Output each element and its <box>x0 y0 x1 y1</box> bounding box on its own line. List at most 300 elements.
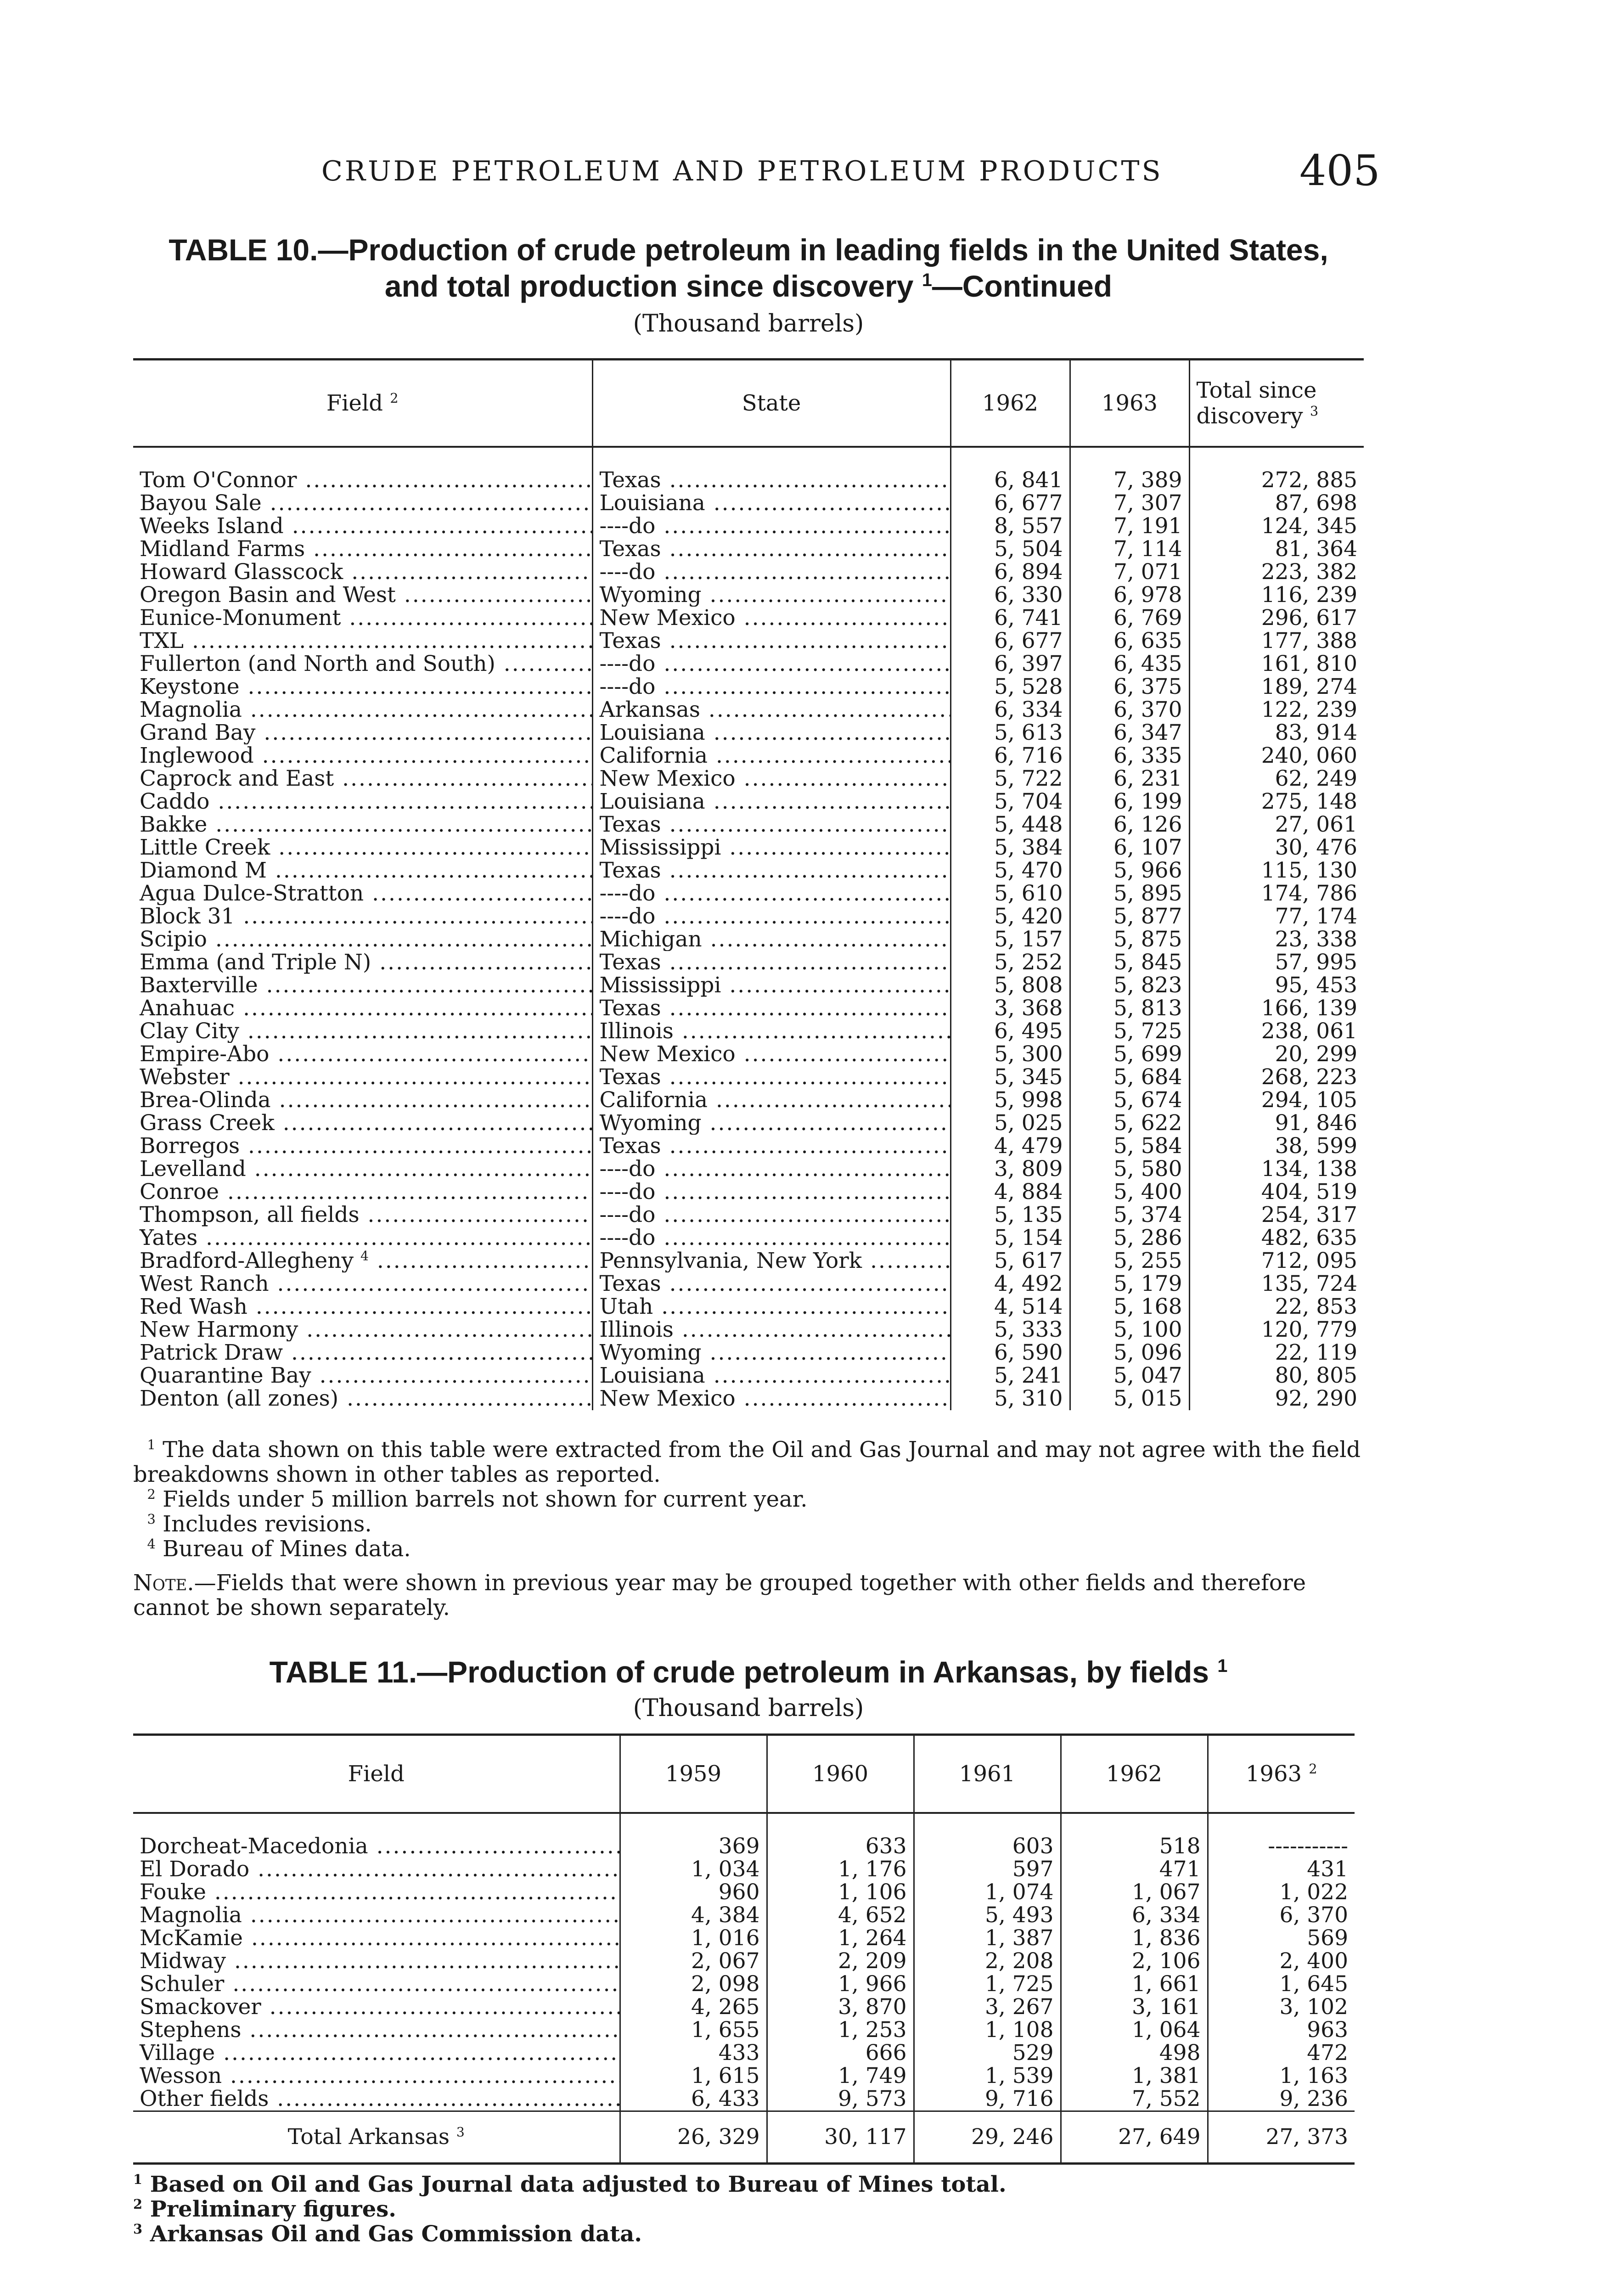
field-name: Thompson, all fields ..... <box>133 1204 592 1227</box>
value-1963: 5, 845 <box>1070 951 1189 974</box>
field-name: Conroe ..... <box>133 1181 592 1204</box>
table10-unit: (Thousand barrels) <box>633 310 864 338</box>
table11-header-row <box>133 1735 1355 1813</box>
field-name: Fullerton (and North and South) ..... <box>133 653 592 675</box>
table10 <box>133 358 1364 1410</box>
table11 <box>133 1733 1355 2165</box>
value-1961: 9, 716 <box>914 2088 1061 2111</box>
value-1962: 5, 300 <box>950 1043 1070 1066</box>
value-total: 294, 105 <box>1261 1088 1357 1112</box>
value-1963: 1, 022 <box>1279 1880 1348 1904</box>
state-name: New Mexico ..... <box>592 767 950 790</box>
table11-header-1963: 1963 $^2$ <box>1208 1735 1355 1813</box>
total-1959: 26, 329 <box>620 2111 767 2163</box>
state-name: Arkansas ..... <box>592 698 950 721</box>
state-name: California ..... <box>592 1089 950 1112</box>
state-name: California ..... <box>592 744 950 767</box>
value-total: 80, 805 <box>1275 1364 1357 1387</box>
table11-title: TABLE 11.—Production of crude petroleum in Arkansas, by fields $^1$ <box>269 1655 1228 1689</box>
state-name: Michigan ..... <box>592 928 950 951</box>
footnote: $^3$ Arkansas Oil and Gas Commission data. <box>133 2221 642 2247</box>
value-1963: 963 <box>1307 2018 1348 2042</box>
footnote: $^1$ Based on Oil and Gas Journal data adjusted to Bureau of Mines total. <box>133 2172 1007 2197</box>
footnote: $^2$ Preliminary figures. <box>133 2196 396 2222</box>
value-1963: 1, 645 <box>1279 1972 1348 1996</box>
field-name: Quarantine Bay ..... <box>133 1364 592 1387</box>
page-number: 405 <box>1299 146 1380 195</box>
value-1962: 6, 894 <box>950 561 1070 584</box>
value-1961: 1, 539 <box>914 2065 1061 2088</box>
footnote: $^3$ Includes revisions. <box>147 1511 372 1537</box>
value-1961: 529 <box>914 2042 1061 2065</box>
table10-header-1962: 1962 <box>950 360 1070 447</box>
table10-header-1963: 1963 <box>1070 360 1189 447</box>
value-1963: 5, 255 <box>1070 1249 1189 1272</box>
value-1963: 6, 375 <box>1070 675 1189 698</box>
value-total: 275, 148 <box>1261 790 1357 813</box>
value-1962: 5, 333 <box>950 1318 1070 1341</box>
value-1960: 1, 966 <box>767 1973 914 1996</box>
value-1960: 3, 870 <box>767 1996 914 2019</box>
value-1962: 5, 448 <box>950 813 1070 836</box>
value-1961: 1, 108 <box>914 2019 1061 2042</box>
value-total: 272, 885 <box>1261 467 1357 492</box>
field-name: Levelland ..... <box>133 1158 592 1181</box>
table10-row <box>133 1204 1364 1227</box>
state-name: Louisiana ..... <box>592 492 950 515</box>
value-1963: 6, 769 <box>1070 607 1189 630</box>
value-total: 116, 239 <box>1261 583 1357 607</box>
table10-row <box>133 1272 1364 1295</box>
value-1962: 4, 492 <box>950 1272 1070 1295</box>
state-name: Mississippi ..... <box>592 974 950 997</box>
field-name: Oregon Basin and West ..... <box>133 584 592 607</box>
table11-row <box>133 1927 1355 1950</box>
value-total: 91, 846 <box>1275 1111 1357 1135</box>
table10-row <box>133 1158 1364 1181</box>
value-1963: 431 <box>1307 1857 1348 1881</box>
value-1961: 1, 387 <box>914 1927 1061 1950</box>
field-name: Smackover ..... <box>133 1996 620 2019</box>
field-name: Agua Dulce-Stratton ..... <box>133 882 592 905</box>
value-1962: 6, 330 <box>950 584 1070 607</box>
state-name: Mississippi ..... <box>592 836 950 859</box>
value-1963: 6, 978 <box>1070 584 1189 607</box>
value-1962: 5, 470 <box>950 859 1070 882</box>
state-name: ----do ..... <box>592 675 950 698</box>
table10-row <box>133 538 1364 561</box>
value-total: 77, 174 <box>1275 905 1357 928</box>
state-name: Louisiana ..... <box>592 790 950 813</box>
value-total: 83, 914 <box>1275 721 1357 744</box>
field-name: West Ranch ..... <box>133 1272 592 1295</box>
value-1959: 1, 655 <box>620 2019 767 2042</box>
state-name: Louisiana ..... <box>592 1364 950 1387</box>
total-1961: 29, 246 <box>914 2111 1061 2163</box>
table10-row <box>133 1227 1364 1249</box>
value-1962: 6, 397 <box>950 653 1070 675</box>
table10-row <box>133 997 1364 1020</box>
table10-row <box>133 1249 1364 1272</box>
value-total: 22, 119 <box>1275 1341 1357 1364</box>
value-1962: 3, 161 <box>1061 1996 1208 2019</box>
value-1960: 666 <box>767 2042 914 2065</box>
field-name: Inglewood ..... <box>133 744 592 767</box>
value-1963: 5, 966 <box>1070 859 1189 882</box>
value-1962: 6, 495 <box>950 1020 1070 1043</box>
field-name: Wesson ..... <box>133 2065 620 2088</box>
value-1962: 2, 106 <box>1061 1950 1208 1973</box>
value-1962: 6, 716 <box>950 744 1070 767</box>
table10-row <box>133 951 1364 974</box>
field-name: Yates ..... <box>133 1227 592 1249</box>
value-1962: 5, 808 <box>950 974 1070 997</box>
state-name: New Mexico ..... <box>592 1387 950 1410</box>
value-total: 404, 519 <box>1261 1180 1357 1204</box>
state-name: New Mexico ..... <box>592 607 950 630</box>
value-1961: 2, 208 <box>914 1950 1061 1973</box>
value-1962: 5, 241 <box>950 1364 1070 1387</box>
state-name: ----do ..... <box>592 1204 950 1227</box>
value-1962: 5, 722 <box>950 767 1070 790</box>
value-1959: 2, 098 <box>620 1973 767 1996</box>
table10-row <box>133 721 1364 744</box>
value-1962: 6, 677 <box>950 630 1070 653</box>
field-name: Tom O'Connor ..... <box>133 447 592 492</box>
value-1963: 5, 877 <box>1070 905 1189 928</box>
field-name: Bradford-Allegheny $^4$ ..... <box>133 1249 592 1272</box>
value-1962: 4, 514 <box>950 1295 1070 1318</box>
table11-header-1959: 1959 <box>620 1735 767 1813</box>
table10-row <box>133 859 1364 882</box>
table10-title-line2: and total production since discovery $^1$—Continued <box>384 269 1113 304</box>
table11-header-1962: 1962 <box>1061 1735 1208 1813</box>
table10-row <box>133 698 1364 721</box>
value-1962: 4, 884 <box>950 1181 1070 1204</box>
value-1962: 5, 310 <box>950 1387 1070 1410</box>
value-1963: 5, 168 <box>1070 1295 1189 1318</box>
footnote: $^1$ The data shown on this table were extracted from the Oil and Gas Journal and may not agree with the field breakdowns shown in other tables as reported. <box>133 1437 1361 1487</box>
value-total: 92, 290 <box>1275 1387 1357 1410</box>
value-1963: 5, 100 <box>1070 1318 1189 1341</box>
value-total: 81, 364 <box>1275 537 1357 561</box>
table10-row <box>133 1043 1364 1066</box>
value-total: 166, 139 <box>1261 996 1357 1020</box>
value-1963: 5, 622 <box>1070 1112 1189 1135</box>
value-1963: 5, 875 <box>1070 928 1189 951</box>
field-name: Patrick Draw ..... <box>133 1341 592 1364</box>
state-name: ----do ..... <box>592 653 950 675</box>
field-name: Bayou Sale ..... <box>133 492 592 515</box>
value-total: 27, 061 <box>1275 813 1357 836</box>
table11-row <box>133 1950 1355 1973</box>
field-name: Eunice-Monument ..... <box>133 607 592 630</box>
state-name: Texas ..... <box>592 1066 950 1089</box>
value-1963: 6, 435 <box>1070 653 1189 675</box>
value-total: 95, 453 <box>1275 974 1357 997</box>
value-1962: 1, 067 <box>1061 1881 1208 1904</box>
value-1960: 1, 106 <box>767 1881 914 1904</box>
table11-row <box>133 1881 1355 1904</box>
table11-total-row <box>133 2111 1355 2163</box>
field-name: McKamie ..... <box>133 1927 620 1950</box>
state-name: Louisiana ..... <box>592 721 950 744</box>
table10-row <box>133 675 1364 698</box>
value-1959: 433 <box>620 2042 767 2065</box>
state-name: ----do ..... <box>592 905 950 928</box>
value-1962: 5, 528 <box>950 675 1070 698</box>
field-name: Scipio ..... <box>133 928 592 951</box>
value-total: 23, 338 <box>1275 928 1357 951</box>
table10-header-field: Field $^2$ <box>133 360 592 447</box>
field-name: Bakke ..... <box>133 813 592 836</box>
value-1963: 5, 179 <box>1070 1272 1189 1295</box>
value-1962: 5, 345 <box>950 1066 1070 1089</box>
value-1961: 603 <box>914 1813 1061 1858</box>
state-name: Wyoming ..... <box>592 584 950 607</box>
value-1960: 633 <box>767 1813 914 1858</box>
state-name: New Mexico ..... <box>592 1043 950 1066</box>
table11-row <box>133 2019 1355 2042</box>
state-name: Texas ..... <box>592 951 950 974</box>
table10-row <box>133 813 1364 836</box>
value-1962: 5, 420 <box>950 905 1070 928</box>
field-name: Diamond M ..... <box>133 859 592 882</box>
value-1962: 5, 617 <box>950 1249 1070 1272</box>
field-name: Caddo ..... <box>133 790 592 813</box>
value-total: 134, 138 <box>1261 1157 1357 1181</box>
value-1962: 6, 334 <box>950 698 1070 721</box>
value-1960: 1, 176 <box>767 1858 914 1881</box>
value-1963: 7, 307 <box>1070 492 1189 515</box>
value-1963: 6, 370 <box>1070 698 1189 721</box>
field-name: Magnolia ..... <box>133 1904 620 1927</box>
table10-row <box>133 1135 1364 1158</box>
value-1962: 5, 252 <box>950 951 1070 974</box>
value-1963: 6, 126 <box>1070 813 1189 836</box>
value-1963: 5, 813 <box>1070 997 1189 1020</box>
value-total: 189, 274 <box>1261 675 1357 698</box>
value-1959: 960 <box>620 1881 767 1904</box>
value-1962: 4, 479 <box>950 1135 1070 1158</box>
table11-header-1960: 1960 <box>767 1735 914 1813</box>
value-total: 57, 995 <box>1275 951 1357 974</box>
value-1962: 3, 809 <box>950 1158 1070 1181</box>
value-1959: 1, 034 <box>620 1858 767 1881</box>
state-name: ----do ..... <box>592 561 950 584</box>
field-name: Stephens ..... <box>133 2019 620 2042</box>
state-name: ----do ..... <box>592 882 950 905</box>
table11-footnotes <box>133 2172 1364 2246</box>
value-total: 240, 060 <box>1261 744 1357 767</box>
value-1963: 5, 580 <box>1070 1158 1189 1181</box>
total-label: Total Arkansas $^3$ <box>133 2111 620 2163</box>
value-total: 177, 388 <box>1261 629 1357 653</box>
state-name: Texas ..... <box>592 1272 950 1295</box>
value-1959: 369 <box>620 1813 767 1858</box>
state-name: Texas ..... <box>592 1135 950 1158</box>
table10-row <box>133 447 1364 492</box>
value-total: 124, 345 <box>1261 514 1357 538</box>
field-name: Borregos ..... <box>133 1135 592 1158</box>
value-total: 122, 239 <box>1261 698 1357 721</box>
value-1962: 3, 368 <box>950 997 1070 1020</box>
total-1962: 27, 649 <box>1061 2111 1208 2163</box>
value-1963: 6, 370 <box>1279 1903 1348 1927</box>
table10-row <box>133 561 1364 584</box>
state-name: Texas ..... <box>592 447 950 492</box>
field-name: Caprock and East ..... <box>133 767 592 790</box>
state-name: ----do ..... <box>592 515 950 538</box>
value-total: 254, 317 <box>1261 1203 1357 1227</box>
table10-row <box>133 1295 1364 1318</box>
value-1961: 1, 725 <box>914 1973 1061 1996</box>
table11-header-1961: 1961 <box>914 1735 1061 1813</box>
value-1960: 9, 573 <box>767 2088 914 2111</box>
value-total: 20, 299 <box>1275 1042 1357 1066</box>
value-1963: 472 <box>1307 2041 1348 2065</box>
table11-header-field: Field <box>133 1735 620 1813</box>
state-name: Pennsylvania, New York ..... <box>592 1249 950 1272</box>
value-1959: 1, 016 <box>620 1927 767 1950</box>
state-name: Texas ..... <box>592 859 950 882</box>
field-name: Fouke ..... <box>133 1881 620 1904</box>
value-1962: 5, 157 <box>950 928 1070 951</box>
value-1962: 6, 334 <box>1061 1904 1208 1927</box>
table10-header-total: Total since discovery $^3$ <box>1189 360 1364 447</box>
value-1963: 5, 699 <box>1070 1043 1189 1066</box>
value-1962: 6, 841 <box>950 447 1070 492</box>
value-total: 268, 223 <box>1261 1065 1357 1089</box>
value-1962: 498 <box>1061 2042 1208 2065</box>
field-name: Howard Glasscock ..... <box>133 561 592 584</box>
table11-row <box>133 2042 1355 2065</box>
value-1963: 5, 895 <box>1070 882 1189 905</box>
value-1963: 7, 071 <box>1070 561 1189 584</box>
table11-unit: (Thousand barrels) <box>633 1694 864 1722</box>
field-name: Magnolia ..... <box>133 698 592 721</box>
value-total: 38, 599 <box>1275 1134 1357 1158</box>
table10-row <box>133 882 1364 905</box>
value-1962: 1, 661 <box>1061 1973 1208 1996</box>
state-name: ----do ..... <box>592 1181 950 1204</box>
field-name: Midway ..... <box>133 1950 620 1973</box>
value-1962: 6, 677 <box>950 492 1070 515</box>
value-1960: 1, 749 <box>767 2065 914 2088</box>
table10-row <box>133 905 1364 928</box>
field-name: El Dorado ..... <box>133 1858 620 1881</box>
table10-row <box>133 790 1364 813</box>
table10-header-state: State <box>592 360 950 447</box>
field-name: Other fields ..... <box>133 2088 620 2111</box>
value-total: 712, 095 <box>1261 1249 1357 1272</box>
value-1961: 5, 493 <box>914 1904 1061 1927</box>
table10-row <box>133 1364 1364 1387</box>
state-name: Illinois ..... <box>592 1020 950 1043</box>
state-name: Utah ..... <box>592 1295 950 1318</box>
running-header: CRUDE PETROLEUM AND PETROLEUM PRODUCTS <box>321 155 1163 187</box>
value-total: 223, 382 <box>1261 560 1357 584</box>
field-name: Empire-Abo ..... <box>133 1043 592 1066</box>
field-name: TXL ..... <box>133 630 592 653</box>
table10-row <box>133 974 1364 997</box>
table10-title <box>138 232 1359 304</box>
value-1962: 1, 064 <box>1061 2019 1208 2042</box>
table10-row <box>133 630 1364 653</box>
value-1960: 1, 253 <box>767 2019 914 2042</box>
value-total: 30, 476 <box>1275 836 1357 859</box>
field-name: Baxterville ..... <box>133 974 592 997</box>
field-name: Anahuac ..... <box>133 997 592 1020</box>
field-name: Grass Creek ..... <box>133 1112 592 1135</box>
state-name: Texas ..... <box>592 630 950 653</box>
value-1963: 2, 400 <box>1279 1949 1348 1973</box>
field-name: Little Creek ..... <box>133 836 592 859</box>
table10-row <box>133 492 1364 515</box>
value-total: 238, 061 <box>1261 1019 1357 1043</box>
value-1962: 471 <box>1061 1858 1208 1881</box>
value-1962: 6, 741 <box>950 607 1070 630</box>
value-1963: 6, 347 <box>1070 721 1189 744</box>
total-1960: 30, 117 <box>767 2111 914 2163</box>
value-total: 87, 698 <box>1275 491 1357 515</box>
state-name: Illinois ..... <box>592 1318 950 1341</box>
value-total: 482, 635 <box>1261 1226 1357 1249</box>
field-name: Keystone ..... <box>133 675 592 698</box>
value-1963: 5, 047 <box>1070 1364 1189 1387</box>
value-total: 120, 779 <box>1261 1318 1357 1341</box>
value-1960: 4, 652 <box>767 1904 914 1927</box>
value-1963: 5, 684 <box>1070 1066 1189 1089</box>
table11-row <box>133 1813 1355 1858</box>
value-1963: 6, 199 <box>1070 790 1189 813</box>
table10-row <box>133 767 1364 790</box>
value-1963: 5, 725 <box>1070 1020 1189 1043</box>
value-1959: 6, 433 <box>620 2088 767 2111</box>
value-1963: 6, 107 <box>1070 836 1189 859</box>
value-1959: 4, 384 <box>620 1904 767 1927</box>
value-1963: 7, 114 <box>1070 538 1189 561</box>
footnote: $^4$ Bureau of Mines data. <box>147 1536 411 1562</box>
value-1963: 6, 635 <box>1070 630 1189 653</box>
state-name: ----do ..... <box>592 1227 950 1249</box>
table10-row <box>133 928 1364 951</box>
value-1962: 8, 557 <box>950 515 1070 538</box>
table10-note: Note.—Fields that were shown in previous year may be grouped together with other fields and therefore cannot be shown separately. <box>133 1570 1306 1621</box>
field-name: Clay City ..... <box>133 1020 592 1043</box>
state-name: ----do ..... <box>592 1158 950 1181</box>
table10-row <box>133 1089 1364 1112</box>
value-1963: ----------- <box>1268 1833 1348 1858</box>
value-total: 135, 724 <box>1261 1272 1357 1295</box>
footnote: $^2$ Fields under 5 million barrels not shown for current year. <box>147 1486 808 1512</box>
value-1959: 4, 265 <box>620 1996 767 2019</box>
value-total: 174, 786 <box>1261 882 1357 905</box>
table10-row <box>133 515 1364 538</box>
value-1962: 5, 025 <box>950 1112 1070 1135</box>
field-name: New Harmony ..... <box>133 1318 592 1341</box>
field-name: Dorcheat-Macedonia ..... <box>133 1813 620 1858</box>
value-1963: 5, 286 <box>1070 1227 1189 1249</box>
value-1962: 5, 504 <box>950 538 1070 561</box>
value-1962: 5, 613 <box>950 721 1070 744</box>
table10-row <box>133 1318 1364 1341</box>
value-1963: 7, 389 <box>1070 447 1189 492</box>
state-name: Texas ..... <box>592 813 950 836</box>
value-1962: 5, 135 <box>950 1204 1070 1227</box>
table10-row <box>133 744 1364 767</box>
value-1963: 5, 096 <box>1070 1341 1189 1364</box>
